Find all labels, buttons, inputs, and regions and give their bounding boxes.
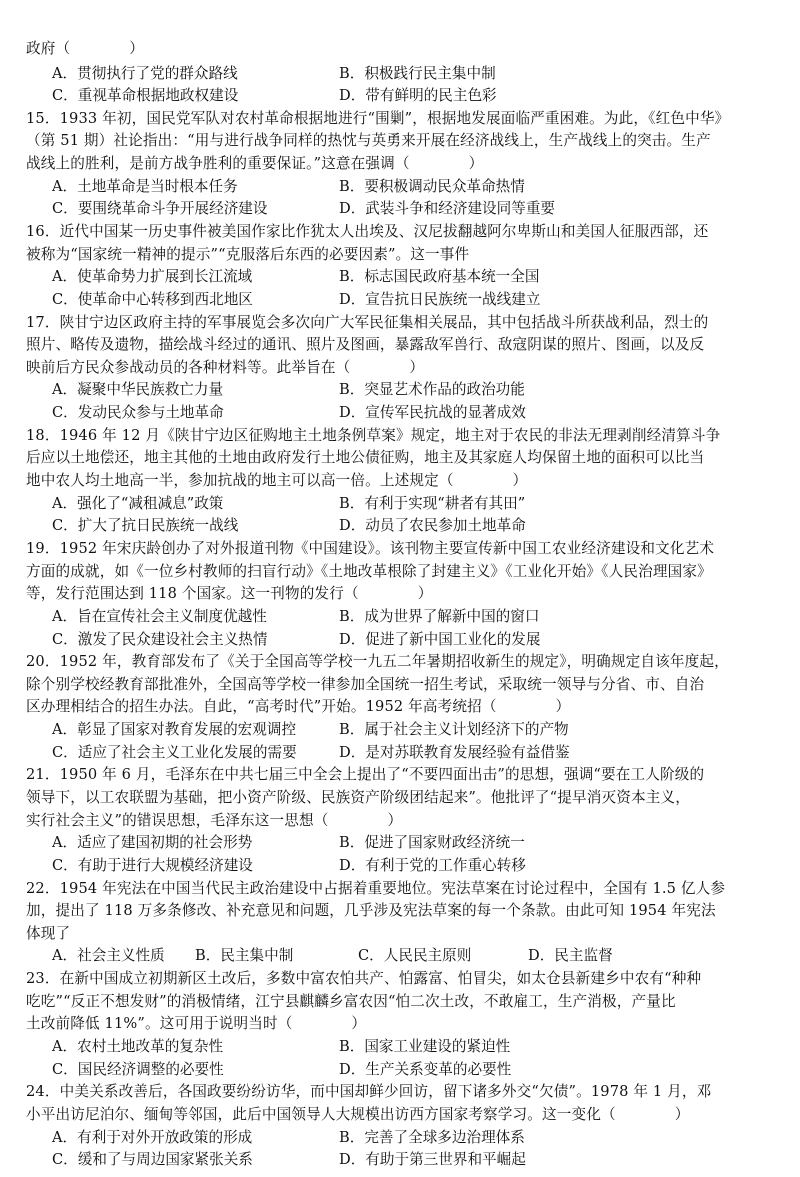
q22-option-b: B．民主集中制 bbox=[195, 947, 294, 965]
q22-stem-line: 加，提出了 118 万多条修改、补充意见和问题，几乎涉及宪法草案的每一个条款。由此可知 1954 年宪法 bbox=[26, 902, 716, 920]
q21-stem-line: 21．1950 年 6 月，毛泽东在中共七届三中全会上提出了“不要四面出击”的思想，强调“要在工人阶级的 bbox=[26, 766, 705, 784]
q15-stem-line: 15．1933 年初，国民党军队对农村革命根据地进行“围剿”，根据地发展面临严重困难。为此，《红色中华》 bbox=[26, 109, 730, 127]
q15-option-d: D．武装斗争和经济建设同等重要 bbox=[339, 200, 556, 218]
q14-option-d: D．带有鲜明的民主色彩 bbox=[339, 87, 497, 105]
q18-stem-line: 地中农人均土地高一半，参加抗战的地主可以高一倍。上述规定（ ） bbox=[26, 472, 528, 490]
q16-option-d: D．宣告抗日民族统一战线建立 bbox=[339, 290, 541, 308]
q15-option-b: B．要积极调动民众革命热情 bbox=[339, 177, 525, 195]
q22-option-a: A．社会主义性质 bbox=[52, 947, 165, 965]
q24-stem-line: 24．中美关系改善后，各国政要纷纷访华，而中国却鲜少回访，留下诸多外交“欠债”。1978 年 1 月，邓 bbox=[26, 1083, 712, 1101]
q19-option-c: C．激发了民众建设社会主义热情 bbox=[52, 630, 268, 648]
q23-stem-line: 吃吃”“反正不想发财”的消极情绪，江宁县麒麟乡富农因“怕二次土改，不敢雇工，生产消极，产量比 bbox=[26, 992, 676, 1010]
q23-option-c: C．国民经济调整的必要性 bbox=[52, 1060, 224, 1078]
q21-option-c: C．有助于进行大规模经济建设 bbox=[52, 856, 253, 874]
q17-option-a: A．凝聚中华民族救亡力量 bbox=[52, 381, 224, 399]
q19-option-a: A．旨在宣传社会主义制度优越性 bbox=[52, 607, 267, 625]
q15-stem-line: 战线上的胜利，是前方战争胜利的重要保证。”这意在强调（ ） bbox=[26, 155, 484, 173]
q23-option-a: A．农村土地改革的复杂性 bbox=[52, 1038, 224, 1056]
q20-option-d: D．是对苏联教育发展经验有益借鉴 bbox=[339, 743, 570, 761]
q22-option-c: C．人民民主原则 bbox=[358, 947, 472, 965]
q23-stem-line: 23．在新中国成立初期新区土改后，多数中富农怕共产、怕露富、怕冒尖，如太仓县新建乡中农有“种种 bbox=[26, 970, 702, 988]
q19-option-d: D．促进了新中国工业化的发展 bbox=[339, 630, 541, 648]
q20-option-b: B．属于社会主义计划经济下的产物 bbox=[339, 721, 569, 739]
q15-option-c: C．要围绕革命斗争开展经济建设 bbox=[52, 200, 268, 218]
q19-option-b: B．成为世界了解新中国的窗口 bbox=[339, 607, 540, 625]
q20-option-a: A．彰显了国家对教育发展的宏观调控 bbox=[52, 721, 297, 739]
q24-option-a: A．有利于对外开放政策的形成 bbox=[52, 1128, 253, 1146]
q14-option-b: B．积极践行民主集中制 bbox=[339, 64, 496, 82]
q15-stem-line: （第 51 期）社论指出：“用与进行战争同样的热忱与英勇来开展在经济战线上，生产战线上的突击。生产 bbox=[26, 132, 711, 150]
q23-stem-line: 土改前降低 11%”。这可用于说明当时（ ） bbox=[26, 1015, 367, 1033]
q18-option-c: C．扩大了抗日民族统一战线 bbox=[52, 517, 239, 535]
q24-option-d: D．有助于第三世界和平崛起 bbox=[339, 1151, 526, 1169]
q14-option-c: C．重视革命根据地政权建设 bbox=[52, 87, 239, 105]
q19-stem-line: 等，发行范围达到 118 个国家。这一刊物的发行（ ） bbox=[26, 585, 433, 603]
q18-option-a: A．强化了“减租减息”政策 bbox=[52, 494, 224, 512]
q21-option-d: D．有利于党的工作重心转移 bbox=[339, 856, 526, 874]
q17-option-c: C．发动民众参与土地革命 bbox=[52, 404, 224, 422]
q14-option-a: A．贯彻执行了党的群众路线 bbox=[52, 64, 238, 82]
q16-option-a: A．使革命势力扩展到长江流域 bbox=[52, 268, 253, 286]
q17-stem-line: 17．陕甘宁边区政府主持的军事展览会多次向广大军民征集相关展品，其中包括战斗所获战利品，烈士的 bbox=[26, 313, 709, 331]
q24-option-b: B．完善了全球多边治理体系 bbox=[339, 1128, 525, 1146]
q19-stem-line: 方面的成就，如《一位乡村教师的扫盲行动》《土地改革根除了封建主义》《工业化开始》《人民治理国家》 bbox=[26, 562, 712, 580]
q21-option-b: B．促进了国家财政经济统一 bbox=[339, 834, 525, 852]
q23-option-d: D．生产关系变革的必要性 bbox=[339, 1060, 512, 1078]
q16-option-b: B．标志国民政府基本统一全国 bbox=[339, 268, 540, 286]
q16-stem-line: 被称为“国家统一精神的提示”“克服落后东西的必要因素”。这一事件 bbox=[26, 245, 470, 263]
q22-option-d: D．民主监督 bbox=[528, 947, 613, 965]
q17-stem-line: 照片、略传及遗物，描绘战斗经过的通讯、照片及图画，暴露敌军兽行、敌寇阴谋的照片、图画，以及反 bbox=[26, 336, 705, 354]
q24-stem-line: 小平出访尼泊尔、缅甸等邻国，此后中国领导人大规模出访西方国家考察学习。这一变化（ ） bbox=[26, 1105, 690, 1123]
q15-option-a: A．土地革命是当时根本任务 bbox=[52, 177, 238, 195]
q18-stem-line: 后应以土地偿还，地主其他的土地由政府发行土地公债征购，地主及其家庭人均保留土地的面积可以比当 bbox=[26, 449, 705, 467]
q16-option-c: C．使革命中心转移到西北地区 bbox=[52, 290, 253, 308]
q21-stem-line: 实行社会主义”的错误思想，毛泽东这一思想（ ） bbox=[26, 811, 403, 829]
q22-stem-line: 22．1954 年宪法在中国当代民主政治建设中占据着重要地位。宪法草案在讨论过程中，全国有 1.5 亿人参 bbox=[26, 879, 726, 897]
q17-option-b: B．突显艺术作品的政治功能 bbox=[339, 381, 525, 399]
q20-stem-line: 区办理相结合的招生办法。自此，“高考时代”开始。1952 年高考统招（ ） bbox=[26, 698, 571, 716]
q20-stem-line: 除个别学校经教育部批准外，全国高等学校一律参加全国统一招生考试，采取统一领导与分省、市、自治 bbox=[26, 675, 705, 693]
q18-option-d: D．动员了农民参加土地革命 bbox=[339, 517, 526, 535]
q17-option-d: D．宣传军民抗战的显著成效 bbox=[339, 404, 526, 422]
q18-option-b: B．有利于实现“耕者有其田” bbox=[339, 494, 526, 512]
q20-option-c: C．适应了社会主义工业化发展的需要 bbox=[52, 743, 297, 761]
q18-stem-line: 18．1946 年 12 月《陕甘宁边区征购地主土地条例草案》规定，地主对于农民的非法无理剥削经清算斗争 bbox=[26, 426, 721, 444]
q21-stem-line: 领导下，以工农联盟为基础，把小资产阶级、民族资产阶级团结起来”。他批评了“提早消灭资本主义， bbox=[26, 789, 690, 806]
q16-stem-line: 16．近代中国某一历史事件被美国作家比作犹太人出埃及、汉尼拔翻越阿尔卑斯山和美国人征服西部，还 bbox=[26, 223, 709, 240]
q23-option-b: B．国家工业建设的紧迫性 bbox=[339, 1038, 511, 1056]
q21-option-a: A．适应了建国初期的社会形势 bbox=[52, 834, 253, 852]
q22-stem-line: 体现了 bbox=[26, 924, 71, 942]
q17-stem-line: 映前后方民众参战动员的各种材料等。此举旨在（ ） bbox=[26, 358, 425, 376]
q14-tail: 政府（ ） bbox=[26, 40, 144, 57]
q19-stem-line: 19．1952 年宋庆龄创办了对外报道刊物《中国建设》。该刊物主要宣传新中国工农业经济建设和文化艺术 bbox=[26, 539, 715, 557]
q20-stem-line: 20．1952 年，教育部发布了《关于全国高等学校一九五二年暑期招收新生的规定》，明确规定自该年度起， bbox=[26, 653, 729, 671]
q24-option-c: C．缓和了与周边国家紧张关系 bbox=[52, 1151, 253, 1169]
